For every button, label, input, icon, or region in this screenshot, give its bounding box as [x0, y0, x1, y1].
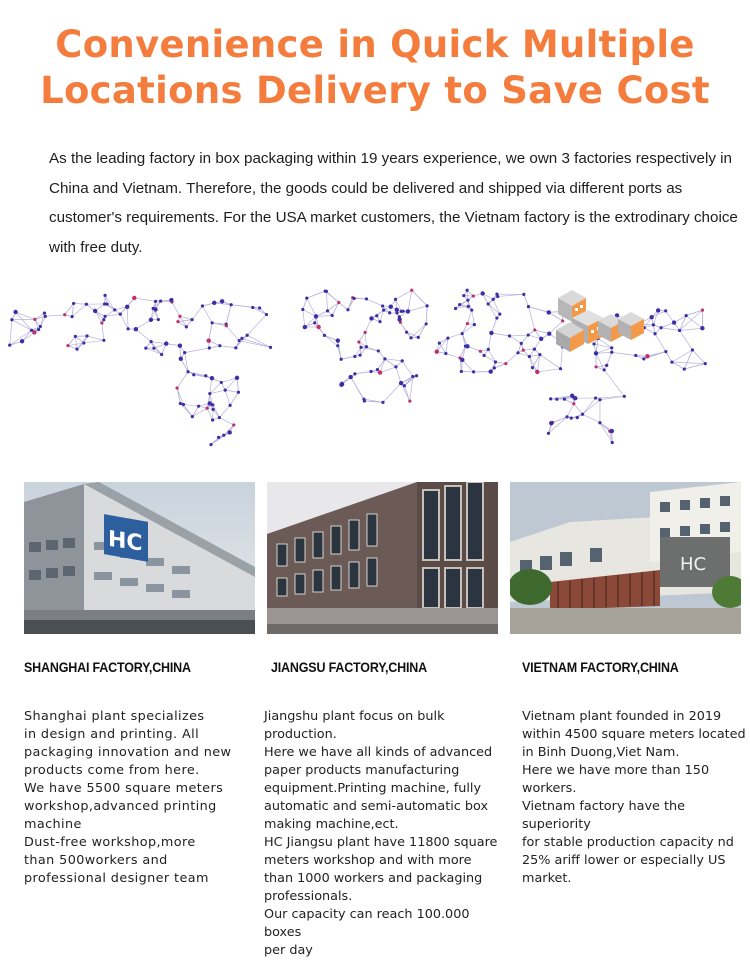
map-node — [238, 339, 241, 342]
map-node — [218, 416, 221, 419]
map-node — [466, 322, 469, 325]
map-node — [336, 344, 339, 347]
desc-line: making machine,ect. — [264, 817, 399, 832]
map-node — [82, 341, 85, 344]
map-node — [154, 300, 157, 303]
map-node — [240, 337, 243, 340]
map-node — [495, 292, 498, 295]
map-node — [228, 430, 232, 434]
map-node — [229, 404, 232, 407]
map-node — [381, 401, 384, 404]
map-node — [623, 395, 626, 398]
map-node — [576, 416, 579, 419]
map-node — [494, 360, 497, 363]
map-node — [369, 370, 372, 373]
map-node — [701, 309, 704, 312]
map-node — [178, 315, 181, 318]
map-node — [353, 355, 356, 358]
map-node — [539, 337, 543, 341]
map-node — [197, 405, 200, 408]
map-node — [649, 315, 653, 319]
map-node — [258, 306, 261, 309]
map-node — [572, 402, 575, 405]
map-node — [598, 421, 601, 424]
map-node — [358, 354, 361, 357]
desc-line: equipment.Printing machine, fully — [264, 781, 482, 796]
desc-line: per day — [264, 943, 313, 958]
map-node — [405, 331, 408, 334]
desc-line: meters workshop and with more — [264, 853, 472, 868]
map-node — [237, 391, 240, 394]
map-node — [652, 323, 655, 326]
map-node — [388, 311, 391, 314]
map-node — [538, 353, 541, 356]
map-node — [179, 402, 182, 405]
desc-line: HC Jiangsu plant have 11800 square — [264, 835, 498, 850]
map-node — [265, 313, 268, 316]
map-node — [13, 310, 17, 314]
map-node — [592, 342, 595, 345]
map-node — [378, 370, 382, 374]
map-node — [144, 347, 147, 350]
map-node — [208, 392, 211, 395]
map-node — [493, 366, 496, 369]
map-node — [704, 362, 707, 365]
desc-line: than 500workers and — [24, 853, 168, 868]
map-node — [408, 399, 411, 402]
map-node — [549, 397, 552, 400]
map-node — [159, 300, 162, 303]
map-node — [134, 327, 138, 331]
map-node — [435, 349, 439, 353]
map-node — [581, 413, 584, 416]
map-node — [66, 344, 69, 347]
map-node — [235, 376, 239, 380]
map-node — [670, 361, 673, 364]
map-node — [182, 403, 185, 406]
desc-line: machine — [24, 817, 82, 832]
desc-line: market. — [522, 871, 572, 886]
map-node — [504, 362, 507, 365]
map-node — [72, 302, 75, 305]
jiangsu-factory-description — [264, 708, 502, 960]
map-node — [598, 398, 601, 401]
map-node — [570, 416, 573, 419]
map-node — [472, 370, 475, 373]
map-node — [190, 318, 193, 321]
map-node — [44, 315, 47, 318]
map-node — [157, 318, 160, 321]
map-node — [549, 421, 553, 425]
map-node — [535, 370, 539, 374]
map-node — [400, 310, 403, 313]
map-node — [527, 333, 530, 336]
map-node — [462, 294, 465, 297]
map-node — [176, 320, 179, 323]
map-node — [303, 325, 307, 329]
shanghai-sign-text: HC — [108, 525, 143, 557]
map-node — [460, 358, 464, 362]
map-node — [399, 381, 403, 385]
map-node — [516, 351, 519, 354]
desc-line: within 4500 square meters located — [522, 727, 746, 742]
map-node — [201, 304, 204, 307]
map-node — [179, 357, 183, 361]
map-node — [473, 323, 476, 326]
desc-line: Vietnam factory have the superiority — [522, 799, 686, 832]
vietnam-factory-photo — [510, 482, 741, 634]
desc-line: Our capacity can reach 100.000 boxes — [264, 907, 470, 940]
map-node — [369, 316, 373, 320]
map-node — [656, 308, 660, 312]
map-node — [316, 325, 320, 329]
desc-line: packaging innovation and new — [24, 745, 232, 760]
map-node — [220, 299, 224, 303]
map-node — [547, 432, 550, 435]
map-node — [594, 396, 597, 399]
map-node — [492, 298, 495, 301]
map-node — [232, 423, 235, 426]
map-node — [565, 415, 568, 418]
map-network-lines — [10, 290, 706, 444]
map-node — [487, 302, 490, 305]
map-node — [353, 372, 356, 375]
map-node — [39, 325, 42, 328]
map-node — [555, 398, 558, 401]
map-node — [169, 298, 173, 302]
map-node — [211, 418, 214, 421]
map-node — [149, 340, 152, 343]
map-node — [691, 348, 694, 351]
desc-line: Vietnam plant founded in 2019 — [522, 709, 722, 724]
map-node — [395, 311, 398, 314]
map-node — [220, 381, 223, 384]
vietnam-factory-title: VIETNAM FACTORY,CHINA — [522, 660, 679, 675]
map-node — [102, 339, 105, 342]
map-node — [105, 303, 108, 306]
map-node — [336, 338, 340, 342]
map-node — [522, 348, 525, 351]
map-node — [301, 308, 304, 311]
map-node — [208, 346, 211, 349]
map-node — [85, 334, 88, 337]
map-node — [653, 332, 656, 335]
map-node — [533, 328, 536, 331]
map-node — [43, 311, 46, 314]
map-node — [528, 355, 531, 358]
map-node — [125, 305, 129, 309]
map-node — [561, 319, 564, 322]
map-node — [152, 307, 155, 310]
desc-line: in Binh Duong,Viet Nam. — [522, 745, 680, 760]
map-node — [479, 350, 482, 353]
map-node — [417, 336, 420, 339]
map-node — [357, 340, 360, 343]
vietnam-factory-description — [522, 708, 747, 888]
map-network-dots — [8, 289, 707, 447]
desc-line: professional designer team — [24, 871, 209, 886]
map-node — [488, 369, 492, 373]
map-node — [212, 301, 216, 305]
map-node — [8, 344, 11, 347]
map-node — [409, 336, 412, 339]
map-node — [375, 314, 378, 317]
map-node — [63, 313, 66, 316]
map-node — [74, 335, 77, 338]
map-node — [337, 301, 340, 304]
map-node — [186, 370, 189, 373]
map-node — [85, 303, 88, 306]
map-node — [594, 351, 598, 355]
jiangsu-factory-photo — [267, 482, 498, 634]
map-node — [353, 297, 356, 300]
map-node — [234, 346, 237, 349]
map-node — [305, 297, 308, 300]
map-node — [210, 376, 214, 380]
map-node — [246, 334, 249, 337]
map-node — [522, 293, 525, 296]
factory-buildings-icon — [556, 290, 644, 352]
map-node — [411, 375, 414, 378]
map-node — [480, 291, 484, 295]
map-node — [206, 338, 210, 342]
map-node — [642, 357, 645, 360]
vietnam-sign-text: HC — [680, 554, 707, 575]
map-node — [472, 294, 475, 297]
map-node — [178, 343, 182, 347]
desc-line: Here we have all kinds of advanced — [264, 745, 493, 760]
map-node — [269, 346, 272, 349]
desc-line: for stable production capacity nd — [522, 835, 734, 850]
map-node — [446, 336, 449, 339]
map-node — [218, 344, 221, 347]
map-node — [533, 348, 536, 351]
map-node — [610, 346, 613, 349]
map-node — [204, 374, 207, 377]
map-node — [547, 310, 551, 314]
map-node — [454, 307, 457, 310]
map-node — [103, 315, 106, 318]
map-node — [603, 368, 606, 371]
map-node — [470, 308, 473, 311]
map-node — [685, 314, 688, 317]
desc-line: workers. — [522, 781, 577, 796]
map-node — [394, 365, 397, 368]
desc-line: automatic and semi-automatic box — [264, 799, 489, 814]
desc-line: paper products manufacturing — [264, 763, 460, 778]
map-node — [102, 318, 105, 321]
map-node — [664, 309, 667, 312]
map-node — [466, 289, 469, 292]
page-title-line-2: Locations Delivery to Save Cost — [40, 69, 710, 112]
map-node — [489, 331, 493, 335]
desc-line: Dust-free workshop,more — [24, 835, 196, 850]
map-node — [224, 389, 227, 392]
map-node — [340, 358, 343, 361]
desc-line: We have 5500 square meters — [24, 781, 224, 796]
desc-line: workshop,advanced printing — [24, 799, 217, 814]
map-node — [208, 401, 212, 405]
map-node — [394, 298, 397, 301]
map-node — [30, 329, 33, 332]
map-node — [410, 289, 413, 292]
shanghai-factory-photo — [24, 482, 255, 634]
map-node — [346, 308, 349, 311]
map-node — [93, 309, 97, 313]
map-node — [594, 365, 597, 368]
map-node — [348, 375, 352, 379]
map-node — [397, 317, 401, 321]
map-node — [382, 309, 385, 312]
map-node — [461, 332, 464, 335]
map-node — [119, 313, 122, 316]
map-node — [376, 368, 379, 371]
map-node — [359, 346, 362, 349]
map-node — [531, 366, 534, 369]
desc-line: Shanghai plant specializes — [24, 709, 205, 724]
map-node — [325, 290, 328, 293]
map-node — [10, 318, 13, 321]
page-title — [0, 22, 750, 114]
map-node — [100, 321, 103, 324]
map-node — [230, 303, 233, 306]
map-node — [331, 314, 334, 317]
map-node — [222, 434, 225, 437]
map-node — [660, 326, 663, 329]
map-node — [149, 318, 153, 322]
map-node — [487, 348, 490, 351]
map-node — [466, 299, 469, 302]
map-node — [70, 315, 73, 318]
map-node — [483, 354, 486, 357]
map-node — [403, 384, 406, 387]
map-node — [611, 441, 614, 444]
map-node — [664, 350, 667, 353]
map-node — [183, 351, 186, 354]
map-node — [126, 327, 129, 330]
map-node — [467, 305, 470, 308]
map-node — [645, 354, 649, 358]
map-node — [381, 304, 384, 307]
map-node — [326, 309, 329, 312]
map-node — [605, 364, 608, 367]
map-node — [340, 382, 343, 385]
map-node — [365, 297, 368, 300]
map-node — [460, 370, 463, 373]
map-node — [251, 306, 254, 309]
desc-line: 25% ariff lower or especially US — [522, 853, 726, 868]
map-node — [364, 331, 367, 334]
map-node — [495, 316, 498, 319]
desc-line: in design and printing. All — [24, 727, 200, 742]
desc-line: Here we have more than 150 — [522, 763, 710, 778]
intro-paragraph: As the leading factory in box packaging within 19 years experience, we own 3 factories respectively in China and Vietnam. Therefore, the goods could be delivered and shipped via different ports as customer's requirements. For the USA market customers, the Vietnam factory is the extrodinary choice with free duty. — [49, 150, 738, 256]
shanghai-factory-description — [24, 708, 249, 888]
map-node — [205, 407, 208, 410]
map-node — [323, 334, 326, 337]
map-node — [610, 429, 614, 433]
map-node — [458, 303, 461, 306]
map-node — [160, 353, 163, 356]
map-node — [563, 398, 566, 401]
map-node — [103, 294, 106, 297]
map-node — [175, 386, 178, 389]
map-node — [508, 334, 511, 337]
map-node — [438, 342, 441, 345]
map-node — [465, 344, 469, 348]
map-node — [212, 408, 215, 411]
map-node — [365, 345, 368, 348]
map-node — [527, 305, 530, 308]
map-node — [426, 304, 429, 307]
map-node — [547, 331, 551, 335]
map-node — [444, 352, 447, 355]
desc-line: than 1000 workers and packaging — [264, 871, 483, 886]
map-node — [377, 349, 380, 352]
map-node — [389, 304, 393, 308]
map-node — [415, 374, 418, 377]
map-node — [209, 443, 212, 446]
desc-line: production. — [264, 727, 337, 742]
map-node — [401, 359, 404, 362]
map-node — [610, 351, 613, 354]
map-node — [406, 309, 410, 313]
map-node — [313, 321, 316, 324]
map-node — [314, 314, 318, 318]
map-node — [683, 367, 686, 370]
map-node — [132, 296, 136, 300]
map-node — [185, 325, 188, 328]
map-node — [362, 398, 365, 401]
map-node — [33, 318, 36, 321]
map-node — [75, 348, 78, 351]
map-node — [678, 329, 681, 332]
map-node — [383, 357, 386, 360]
map-node — [191, 415, 194, 418]
map-node — [164, 341, 168, 345]
map-node — [192, 373, 195, 376]
map-node — [425, 322, 428, 325]
map-node — [20, 339, 24, 343]
map-node — [152, 347, 155, 350]
map-node — [225, 324, 228, 327]
desc-line: products come from here. — [24, 763, 200, 778]
map-node — [113, 308, 116, 311]
map-node — [520, 342, 523, 345]
desc-line: professionals. — [264, 889, 353, 904]
map-node — [378, 320, 381, 323]
map-node — [570, 394, 574, 398]
map-node — [498, 312, 501, 315]
jiangsu-factory-title: JIANGSU FACTORY,CHINA — [271, 660, 427, 675]
map-node — [672, 320, 676, 324]
world-network-map — [0, 270, 750, 460]
map-node — [559, 367, 562, 370]
map-node — [37, 328, 40, 331]
map-node — [700, 326, 704, 330]
map-node — [217, 436, 220, 439]
page-title-line-1: Convenience in Quick Multiple — [55, 23, 695, 66]
map-node — [634, 354, 637, 357]
map-node — [211, 321, 214, 324]
desc-line: Jiangshu plant focus on bulk — [264, 709, 445, 724]
shanghai-factory-title: SHANGHAI FACTORY,CHINA — [24, 660, 191, 675]
